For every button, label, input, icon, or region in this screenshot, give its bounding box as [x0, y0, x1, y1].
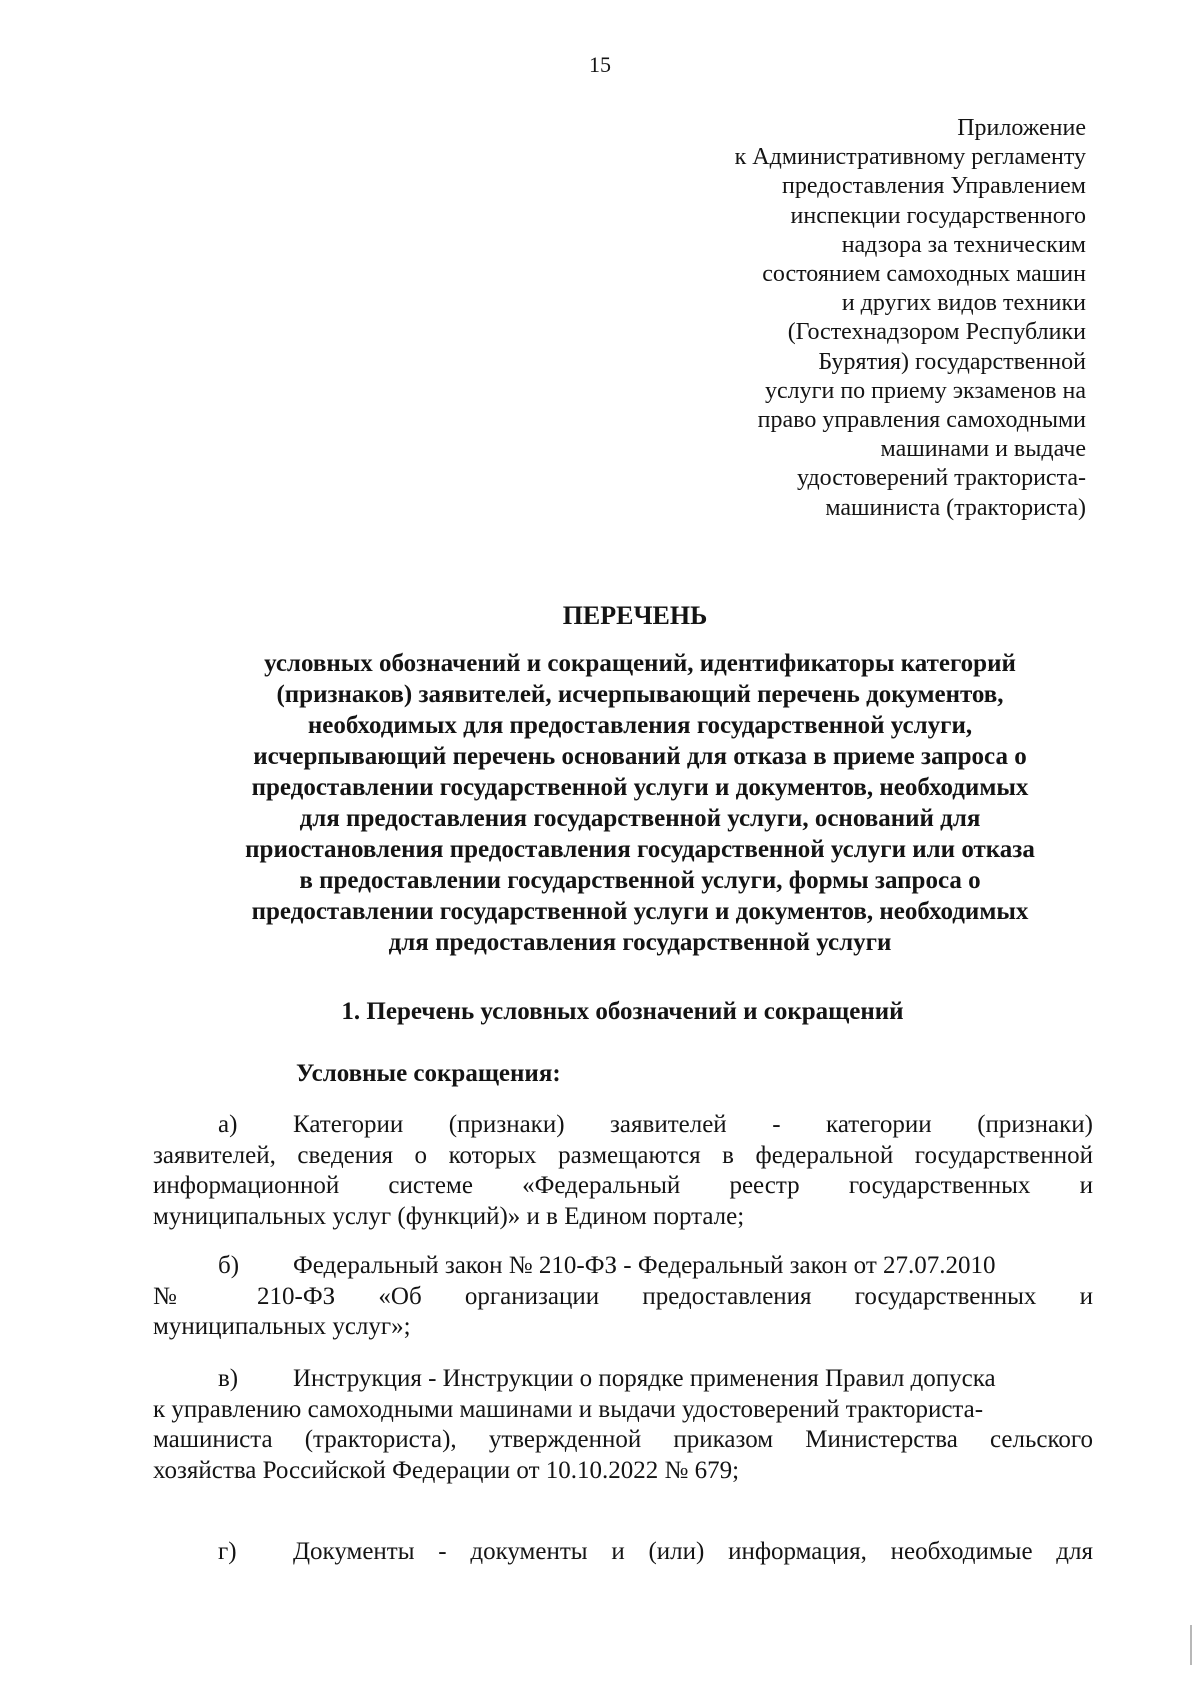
item-text: Инструкция - Инструкции о порядке применения Правил допуска — [293, 1365, 996, 1392]
abbreviation-item-g — [153, 1537, 1093, 1568]
item-line: к управлению самоходными машинами и выдачи удостоверений тракториста- — [153, 1395, 984, 1423]
appendix-line: надзора за техническим — [841, 231, 1086, 258]
appendix-line: предоставления Управлением — [782, 173, 1086, 200]
appendix-line: состоянием самоходных машин — [762, 261, 1086, 288]
subtitle-line: необходимых для предоставления государственной услуги, — [307, 712, 973, 739]
subtitle-line: (признаков) заявителей, исчерпывающий перечень документов, — [276, 681, 1004, 708]
item-letter: в) — [218, 1365, 239, 1392]
appendix-line: Приложение — [957, 115, 1086, 141]
document-title: ПЕРЕЧЕНЬ — [562, 601, 708, 630]
appendix-note — [666, 114, 1086, 523]
item-line: муниципальных услуг»; — [153, 1313, 411, 1340]
item-letter: б) — [218, 1252, 240, 1279]
subtitle-line: приостановления предоставления государственной услуги или отказа — [245, 836, 1035, 863]
appendix-line: машинами и выдаче — [880, 436, 1086, 463]
appendix-line: право управления самоходными — [757, 407, 1086, 434]
item-line — [153, 1110, 1093, 1141]
subtitle-line: предоставлении государственной услуги и документов, необходимых — [251, 898, 1029, 925]
subtitle-line: предоставлении государственной услуги и документов, необходимых — [251, 774, 1029, 801]
item-line: № 210-ФЗ «Об организации предоставления государственных и — [153, 1282, 1093, 1310]
item-line — [153, 1537, 1093, 1568]
appendix-line: удостоверений тракториста- — [796, 465, 1086, 492]
abbreviation-item-a — [153, 1110, 1093, 1232]
page-number: 15 — [589, 52, 611, 77]
item-line — [153, 1364, 1093, 1395]
appendix-line: Бурятия) государственной — [818, 348, 1086, 375]
appendix-line: к Административному регламенту — [734, 144, 1086, 171]
item-letter: г) — [218, 1538, 237, 1565]
appendix-line: (Гостехнадзором Республики — [787, 319, 1086, 346]
item-line: муниципальных услуг (функций)» и в Едином портале; — [153, 1202, 745, 1230]
item-letter: а) — [218, 1111, 238, 1138]
item-text: Категории (признаки) заявителей - категории (признаки) — [293, 1111, 1093, 1138]
subtitle-line: условных обозначений и сокращений, идентификаторы категорий — [264, 650, 1016, 677]
abbreviation-item-b — [153, 1251, 1093, 1343]
subtitle-line: в предоставлении государственной услуги, формы запроса о — [299, 867, 981, 894]
item-line: машиниста (тракториста), утвержденной приказом Министерства сельского — [153, 1426, 1093, 1453]
item-text: Федеральный закон № 210-ФЗ - Федеральный закон от 27.07.2010 — [293, 1252, 996, 1279]
item-line: заявителей, сведения о которых размещаются в федеральной государственной — [153, 1141, 1093, 1169]
abbreviations-heading: Условные сокращения: — [296, 1060, 561, 1087]
item-line — [153, 1251, 1093, 1282]
subtitle-line: для предоставления государственной услуги, оснований для — [299, 805, 981, 832]
scan-edge-mark — [1190, 1625, 1192, 1665]
subtitle-line: исчерпывающий перечень оснований для отказа в приеме запроса о — [253, 743, 1027, 770]
section-heading: 1. Перечень условных обозначений и сокращений — [341, 998, 904, 1025]
item-line: хозяйства Российской Федерации от 10.10.2022 № 679; — [153, 1456, 740, 1484]
item-line: информационной системе «Федеральный реестр государственных и — [153, 1172, 1093, 1199]
item-text: Документы - документы и (или) информация, необходимые для — [293, 1538, 1093, 1565]
appendix-line: машиниста (тракториста) — [825, 494, 1086, 521]
document-subtitle — [190, 648, 1090, 958]
abbreviation-item-v — [153, 1364, 1093, 1486]
appendix-line: и других видов техники — [841, 290, 1086, 317]
subtitle-line: для предоставления государственной услуги — [388, 929, 892, 956]
appendix-line: услуги по приему экзаменов на — [765, 377, 1086, 404]
appendix-line: инспекции государственного — [790, 202, 1086, 229]
